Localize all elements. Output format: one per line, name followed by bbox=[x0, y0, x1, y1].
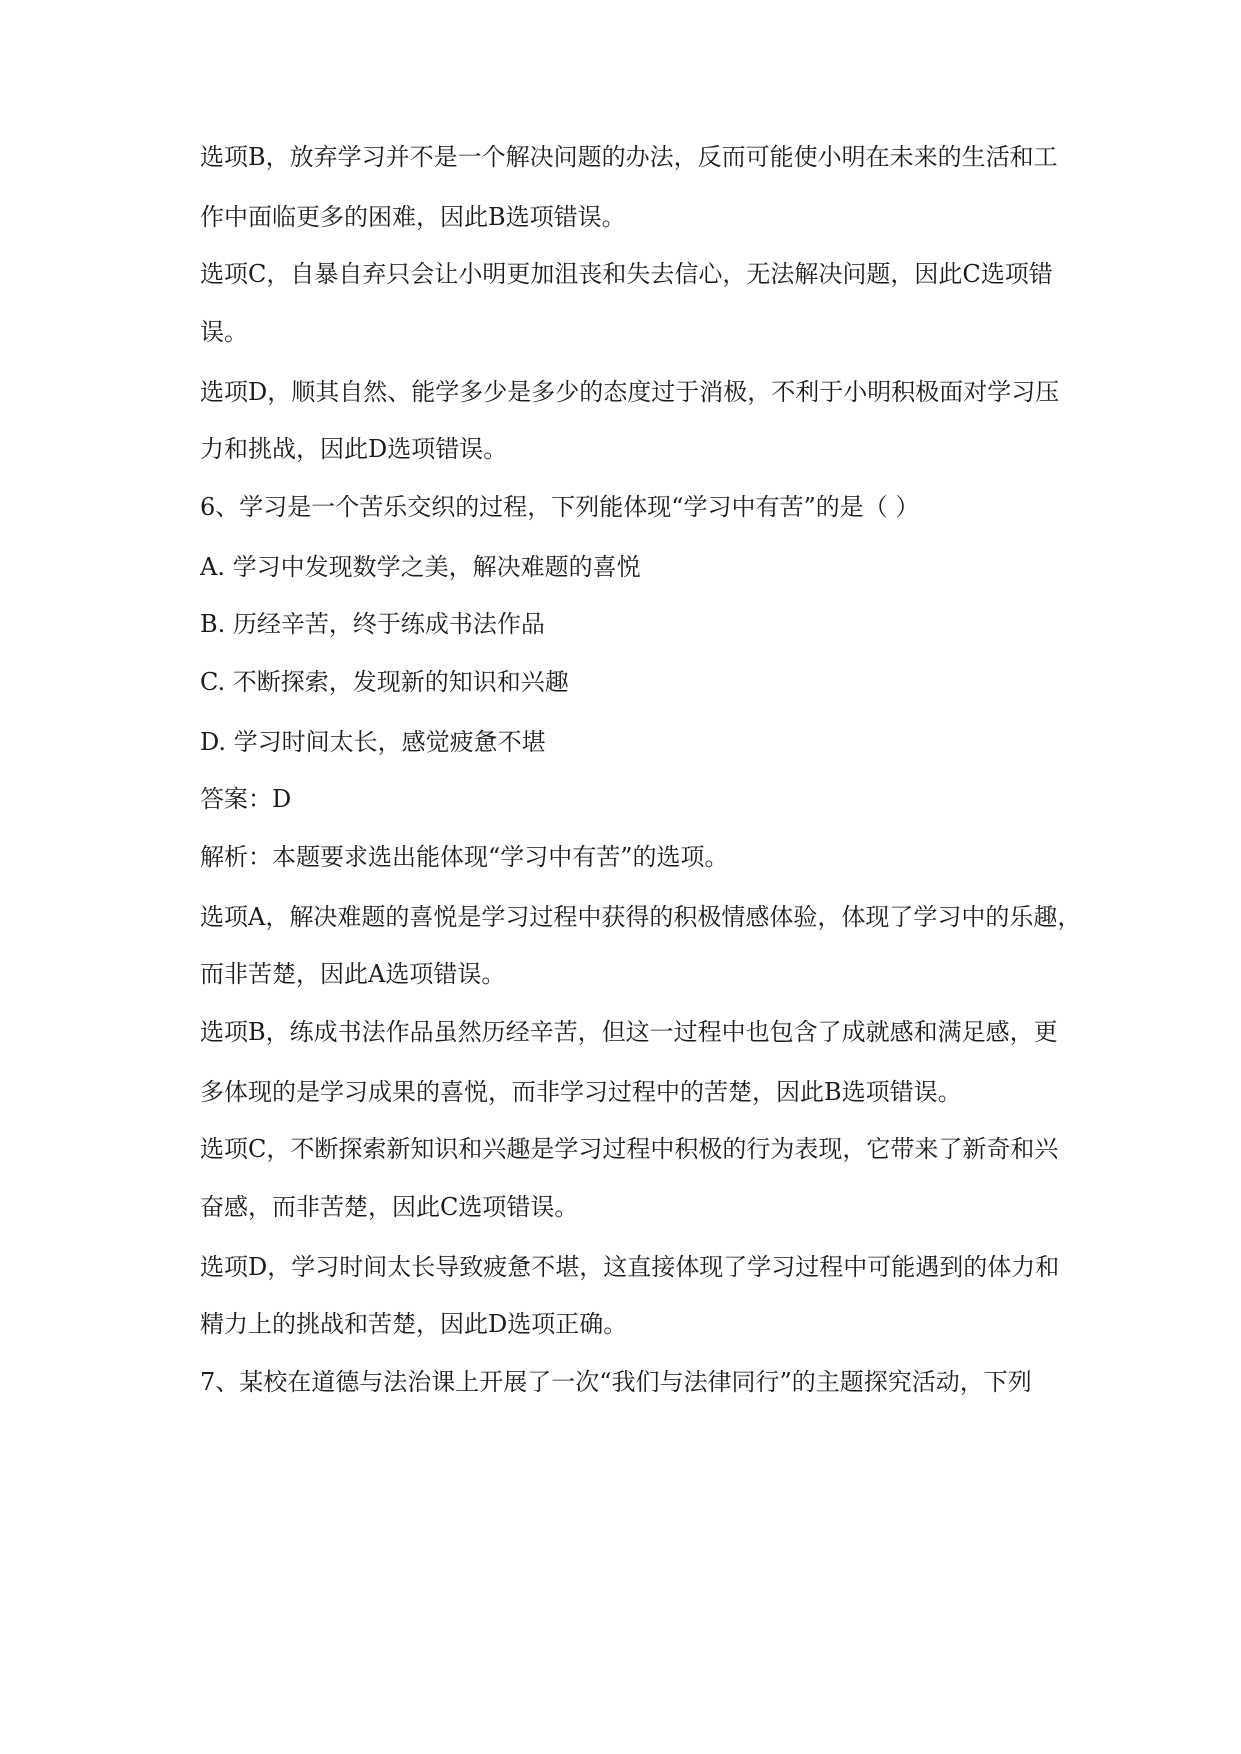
text-line: 选项B，练成书法作品虽然历经辛苦，但这一过程中也包含了成就感和满足感，更 bbox=[200, 1018, 1058, 1046]
text-line: 多体现的是学习成果的喜悦，而非学习过程中的苦楚，因此B选项错误。 bbox=[200, 1078, 962, 1106]
text-line: 选项C，自暴自弃只会让小明更加沮丧和失去信心，无法解决问题，因此C选项错 bbox=[200, 260, 1053, 288]
answer-line: 答案：D bbox=[200, 785, 292, 813]
option-b: B. 历经辛苦，终于练成书法作品 bbox=[200, 610, 545, 638]
analysis-heading: 解析：本题要求选出能体现“学习中有苦”的选项。 bbox=[200, 843, 729, 871]
question-stem: 7、某校在道德与法治课上开展了一次“我们与法律同行”的主题探究活动，下列 bbox=[200, 1368, 1032, 1396]
text-line: 误。 bbox=[200, 318, 248, 346]
text-line: 选项D，顺其自然、能学多少是多少的态度过于消极，不利于小明积极面对学习压 bbox=[200, 378, 1060, 406]
option-a: A. 学习中发现数学之美，解决难题的喜悦 bbox=[200, 553, 641, 581]
text-line: 选项A，解决难题的喜悦是学习过程中获得的积极情感体验，体现了学习中的乐趣， bbox=[200, 903, 1082, 931]
option-d: D. 学习时间太长，感觉疲惫不堪 bbox=[200, 728, 546, 756]
text-line: 选项B，放弃学习并不是一个解决问题的办法，反而可能使小明在未来的生活和工 bbox=[200, 143, 1058, 171]
text-line: 力和挑战，因此D选项错误。 bbox=[200, 435, 508, 463]
text-line: 而非苦楚，因此A选项错误。 bbox=[200, 960, 506, 988]
question-stem: 6、学习是一个苦乐交织的过程，下列能体现“学习中有苦”的是（ ） bbox=[200, 493, 920, 521]
option-c: C. 不断探索，发现新的知识和兴趣 bbox=[200, 668, 569, 696]
text-line: 精力上的挑战和苦楚，因此D选项正确。 bbox=[200, 1310, 628, 1338]
text-line: 选项C，不断探索新知识和兴趣是学习过程中积极的行为表现，它带来了新奇和兴 bbox=[200, 1135, 1059, 1163]
text-line: 奋感，而非苦楚，因此C选项错误。 bbox=[200, 1193, 579, 1221]
text-line: 作中面临更多的困难，因此B选项错误。 bbox=[200, 203, 626, 231]
text-line: 选项D，学习时间太长导致疲惫不堪，这直接体现了学习过程中可能遇到的体力和 bbox=[200, 1253, 1060, 1281]
